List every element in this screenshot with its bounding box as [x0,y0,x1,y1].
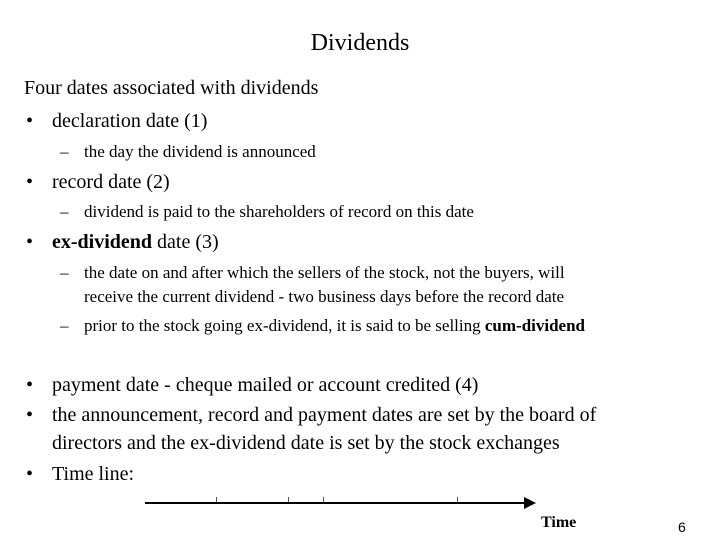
ex-dividend-definition-line-2: receive the current dividend - two business days before the record date [84,287,565,306]
dash-icon: – [60,263,69,282]
timeline-axis-label: Time [541,514,577,531]
intro-text: Four dates associated with dividends [24,77,319,99]
timeline-label: Time line: [52,463,135,485]
ex-dividend-definition-line-1: the date on and after which the sellers of the stock, not the buyers, will [84,263,565,282]
declaration-date-label: declaration date (1) [52,110,208,132]
ex-dividend-suffix: date (3) [152,231,219,253]
page-title: Dividends [310,30,410,56]
dash-icon: – [60,202,69,221]
bullet-icon: • [26,171,34,193]
declaration-date-description: the day the dividend is announced [84,142,316,161]
bullet-icon: • [26,404,34,426]
dash-icon: – [60,142,69,161]
cum-dividend-text: prior to the stock going ex-dividend, it is said to be selling [84,316,485,335]
timeline-tick [288,497,289,502]
bullet-icon: • [26,110,34,132]
ex-dividend-date-label [52,231,219,254]
timeline-axis-line [145,502,530,504]
cum-dividend-term: cum-dividend [484,316,586,335]
dash-icon: – [60,316,69,335]
announcement-line-1: the announcement, record and payment dates are set by the board of [52,404,597,426]
timeline-tick [216,497,217,502]
cum-dividend-description [84,316,585,336]
timeline-tick [457,497,458,502]
record-date-label: record date (2) [52,171,170,193]
bullet-icon: • [26,374,34,396]
arrow-right-icon [524,497,536,509]
announcement-line-2: directors and the ex-dividend date is set by the stock exchanges [52,432,560,454]
payment-date-label: payment date - cheque mailed or account credited (4) [52,374,479,396]
timeline-tick [323,497,324,502]
record-date-description: dividend is paid to the shareholders of record on this date [84,202,474,221]
page-number: 6 [678,519,686,535]
ex-dividend-term: ex-dividend [52,231,153,253]
bullet-icon: • [26,463,34,485]
bullet-icon: • [26,231,34,253]
